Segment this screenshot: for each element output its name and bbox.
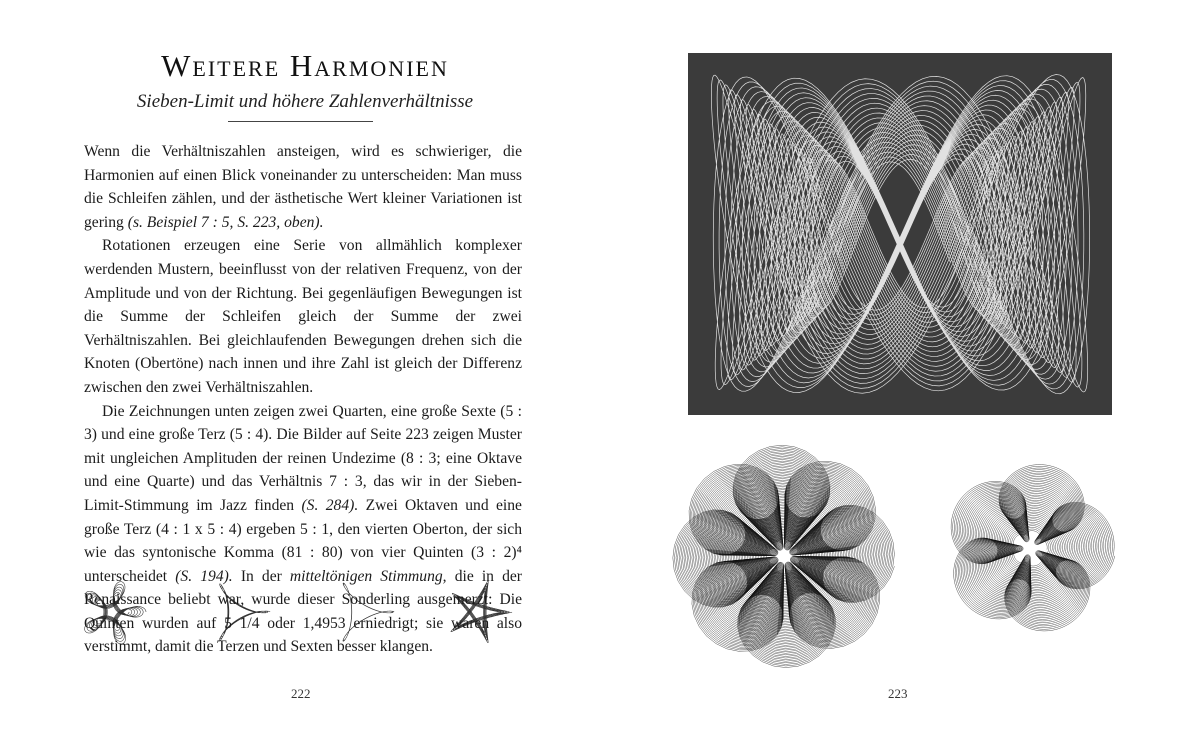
lissajous-figure [688,53,1112,415]
paragraph-3-reference-1: (S. 284). [301,496,359,514]
title-divider [228,121,373,122]
star-figure-2 [196,572,276,652]
paragraph-2: Rotationen erzeugen eine Serie von allmählich komplexer werdenden Mustern, beeinflusst von der relativen Frequenz, von der Amplitude und von der Richtung. Bei gegenläufigen Bewegungen ist die Summe der Schleifen gleich der Summe der zwei Verhältniszahlen. Bei gleichlaufenden Bewegungen drehen sich die Knoten (Obertöne) nach innen und ihre Zahl ist gleich der Differenz zwischen den zwei Verhältniszahlen. [84,237,522,396]
paragraph-3-part-2: Zwei Oktaven und eine große Terz (4 : 1 x 5 : 4) ergeben 5 : 1, den vierten Oberton, der sich wie das syntonische Komma (81 : 80) von vier Quinten (3 : 2)⁴ unterscheidet [84,496,522,585]
lissajous-drawing [688,53,1112,415]
paragraph-1 [84,140,522,234]
paragraph-1-text: Wenn die Verhältniszahlen ansteigen, wird es schwieriger, die Harmonien auf einen Blick voneinander zu unterscheiden: Man muss die Schleifen zählen, und der ästhetische Wert kleiner Variationen ist gering [84,143,522,231]
paragraph-3-part-4: die in der Renaissance beliebt war, wurde dieser Sonderling ausgemerzt: Die Quinten wurden auf 5 1/4 oder 1,4953 erniedrigt; sie waren also verstimmt, damit die Terzen und Sexten besser klangen. [84,567,522,656]
star-figure-1 [72,572,152,652]
page-number-right: 223 [888,686,908,701]
paragraph-1-reference: (s. Beispiel 7 : 5, S. 223, oben). [127,213,324,231]
page-number-left: 222 [291,686,311,701]
star-figure-4 [438,572,518,652]
small-figures-row [68,572,538,652]
paragraph-3-reference-2: (S. 194). [175,567,233,585]
paragraph-3-part-3: In der [232,567,290,585]
paragraph-3-reference-3: mitteltönigen Stimmung, [289,567,447,585]
star-figure-3 [320,572,400,652]
page-title: Weitere Harmonien [161,48,449,83]
petal-rosette-figure [940,458,1120,638]
paragraph-3-part-1: Die Zeichnungen unten zeigen zwei Quarten, eine große Sexte (5 : 3) und eine große Terz (5 : 4). Die Bilder auf Seite 223 zeigen Muster mit ungleichen Amplituden der reinen Undezime (8 : 3; eine Oktave und eine Quarte) und das Verhältnis 7 : 3, das wir in der Sieben-Limit-Stimmung im Jazz finden [84,402,522,514]
spiral-rosette-figure [668,440,900,672]
page-subtitle: Sieben-Limit und höhere Zahlenverhältnisse [136,91,474,112]
